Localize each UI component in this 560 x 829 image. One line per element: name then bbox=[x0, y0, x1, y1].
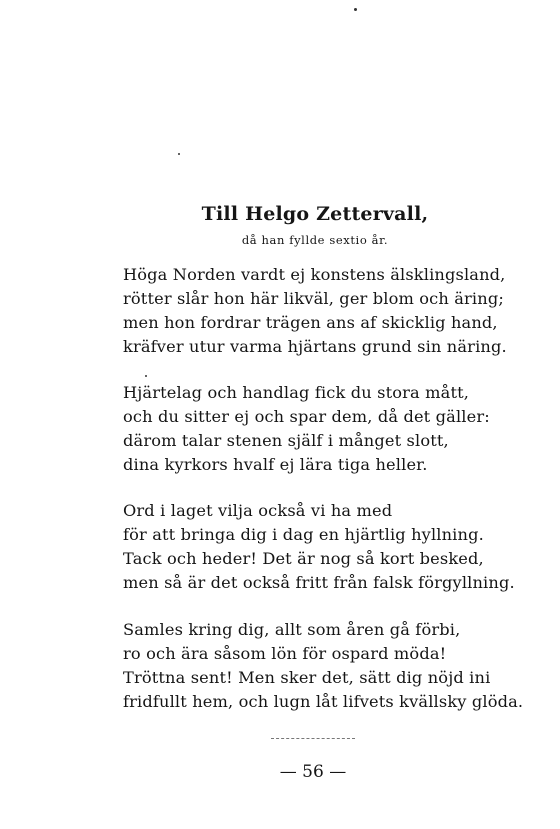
verse-line: Samles kring dig, allt som åren gå förbi, bbox=[123, 620, 461, 639]
page-number: — 56 — bbox=[279, 762, 347, 782]
poem-title: Till Helgo Zettervall, bbox=[201, 203, 429, 225]
verse-line: men hon fordrar trägen ans af skicklig hand, bbox=[123, 313, 498, 332]
verse-line: rötter slår hon här likväl, ger blom och äring; bbox=[123, 289, 504, 308]
verse-line: och du sitter ej och spar dem, då det gäller: bbox=[123, 407, 490, 426]
print-speck bbox=[145, 375, 147, 377]
verse-line: men så är det också fritt från falsk förgyllning. bbox=[123, 573, 515, 592]
verse-line: Höga Norden vardt ej konstens älsklingsland, bbox=[123, 265, 506, 284]
verse-line: fridfullt hem, och lugn låt lifvets kvällsky glöda. bbox=[123, 692, 524, 711]
verse-line: Tack och heder! Det är nog så kort besked, bbox=[123, 549, 484, 568]
verse-line: ro och ära såsom lön för ospard möda! bbox=[123, 644, 447, 663]
verse-line: för att bringa dig i dag en hjärtlig hyllning. bbox=[123, 525, 484, 544]
verse-line: därom talar stenen själf i månget slott, bbox=[123, 431, 449, 450]
print-speck bbox=[178, 153, 180, 155]
stanza-4 bbox=[123, 618, 524, 714]
verse-line: Hjärtelag och handlag fick du stora mått, bbox=[123, 383, 470, 402]
verse-line: kräfver utur varma hjärtans grund sin näring. bbox=[123, 337, 507, 356]
section-divider bbox=[271, 738, 355, 739]
verse-line: Tröttna sent! Men sker det, sätt dig nöjd ini bbox=[123, 668, 491, 687]
stanza-1 bbox=[123, 263, 507, 359]
poem-subtitle: då han fyllde sextio år. bbox=[241, 233, 389, 247]
verse-line: dina kyrkors hvalf ej lära tiga heller. bbox=[123, 455, 428, 474]
stanza-2 bbox=[123, 381, 503, 477]
print-speck bbox=[354, 8, 357, 11]
stanza-3 bbox=[123, 499, 515, 595]
verse-line: Ord i laget vilja också vi ha med bbox=[123, 501, 393, 520]
